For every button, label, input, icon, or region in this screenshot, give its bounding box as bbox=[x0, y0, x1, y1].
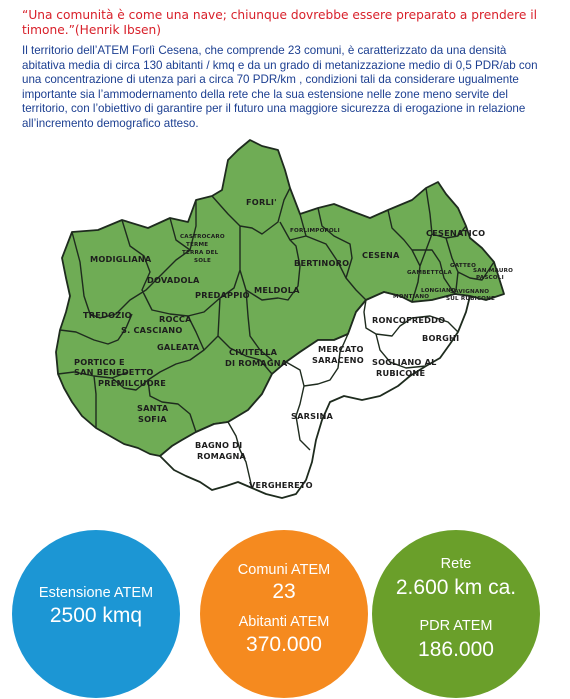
label-portico-2: SAN BENEDETTO bbox=[74, 367, 154, 377]
label-longiano: LONGIANO bbox=[421, 288, 456, 294]
pdr-label: PDR ATEM bbox=[419, 618, 493, 634]
label-borghi: BORGHI bbox=[422, 333, 460, 343]
label-gambettola: GAMBETTOLA bbox=[407, 270, 452, 276]
label-bagno-1: BAGNO DI bbox=[195, 440, 243, 450]
label-modigliana: MODIGLIANA bbox=[90, 254, 152, 264]
label-dovadola: DOVADOLA bbox=[147, 275, 200, 285]
label-civitella-2: DI ROMAGNA bbox=[225, 358, 288, 368]
label-sogliano-2: RUBICONE bbox=[376, 368, 426, 378]
comuni-value: 23 bbox=[272, 580, 296, 603]
label-galeata: GALEATA bbox=[157, 342, 200, 352]
atem-map bbox=[0, 128, 570, 508]
estensione-circle bbox=[12, 530, 180, 698]
comuni-circle bbox=[200, 530, 368, 698]
label-bagno-2: ROMAGNA bbox=[197, 451, 247, 461]
abitanti-value: 370.000 bbox=[246, 633, 322, 656]
label-predappio: PREDAPPIO bbox=[195, 290, 250, 300]
estensione-value: 2500 kmq bbox=[49, 604, 143, 627]
label-san-mauro-2: PASCOLI bbox=[476, 275, 504, 281]
label-castrocaro-3: TERRA DEL bbox=[182, 250, 219, 256]
label-mercato-1: MERCATO bbox=[318, 344, 364, 354]
label-forlimpopoli: FORLIMPOPOLI bbox=[290, 228, 340, 234]
label-bertinoro: BERTINORO bbox=[294, 258, 350, 268]
estensione-label: Estensione ATEM bbox=[38, 585, 154, 601]
label-san-mauro-1: SAN MAURO bbox=[473, 268, 514, 274]
label-gatteo: GATTEO bbox=[450, 263, 477, 269]
label-civitella-1: CIVITELLA bbox=[229, 347, 278, 357]
pdr-value: 186.000 bbox=[418, 638, 494, 661]
label-santa-sofia-2: SOFIA bbox=[138, 414, 167, 424]
rete-value: 2.600 km ca. bbox=[395, 576, 517, 599]
label-cesena: CESENA bbox=[362, 250, 400, 260]
comuni-label: Comuni ATEM bbox=[237, 562, 331, 578]
label-castrocaro-4: SOLE bbox=[194, 258, 211, 264]
label-rocca-1: ROCCA bbox=[159, 314, 192, 324]
quote-text: “Una comunità è come una nave; chiunque dovrebbe essere preparato a prendere il timone.”(Henrik Ibsen) bbox=[22, 8, 538, 37]
label-verghereto: VERGHERETO bbox=[249, 480, 313, 490]
rete-circle bbox=[372, 530, 540, 698]
label-roncofreddo: RONCOFREDDO bbox=[372, 315, 446, 325]
label-savignano-1: SAVIGNANO bbox=[450, 289, 490, 295]
label-premilcuore: PREMILCUORE bbox=[98, 378, 167, 388]
label-savignano-2: SUL RUBICONE bbox=[446, 296, 496, 302]
label-mercato-2: SARACENO bbox=[312, 355, 364, 365]
label-rocca-2: S. CASCIANO bbox=[121, 325, 183, 335]
label-meldola: MELDOLA bbox=[254, 285, 300, 295]
label-santa-sofia-1: SANTA bbox=[137, 403, 169, 413]
intro-paragraph: Il territorio dell’ATEM Forlì Cesena, che comprende 23 comuni, è caratterizzato da una densità abitativa media di circa 130 abitanti / kmq e da un grado di metanizzazione medio di 0,5 PDR/ab con una concentrazione di utenza pari a circa 70 PDR/km , condizioni tali da considerare ugualmente importante sia l’ammodernamento della rete che la sua estensione nelle zone meno servite del territorio, con l’obiettivo di garantire per il futuro una maggiore sicurezza di erogazione in relazione all’incremento demografico atteso. bbox=[22, 44, 538, 130]
label-sogliano-1: SOGLIANO AL bbox=[372, 357, 437, 367]
label-forli: FORLI' bbox=[246, 197, 277, 207]
label-tredozio: TREDOZIO bbox=[83, 310, 132, 320]
label-castrocaro-2: TERME bbox=[186, 242, 209, 248]
label-sarsina: SARSINA bbox=[291, 411, 334, 421]
abitanti-label: Abitanti ATEM bbox=[238, 614, 330, 630]
rete-label: Rete bbox=[440, 556, 472, 572]
label-montiano: MONTIANO bbox=[393, 294, 430, 300]
label-portico-1: PORTICO E bbox=[74, 357, 125, 367]
label-cesenatico: CESENATICO bbox=[426, 228, 486, 238]
label-castrocaro-1: CASTROCARO bbox=[180, 234, 225, 240]
